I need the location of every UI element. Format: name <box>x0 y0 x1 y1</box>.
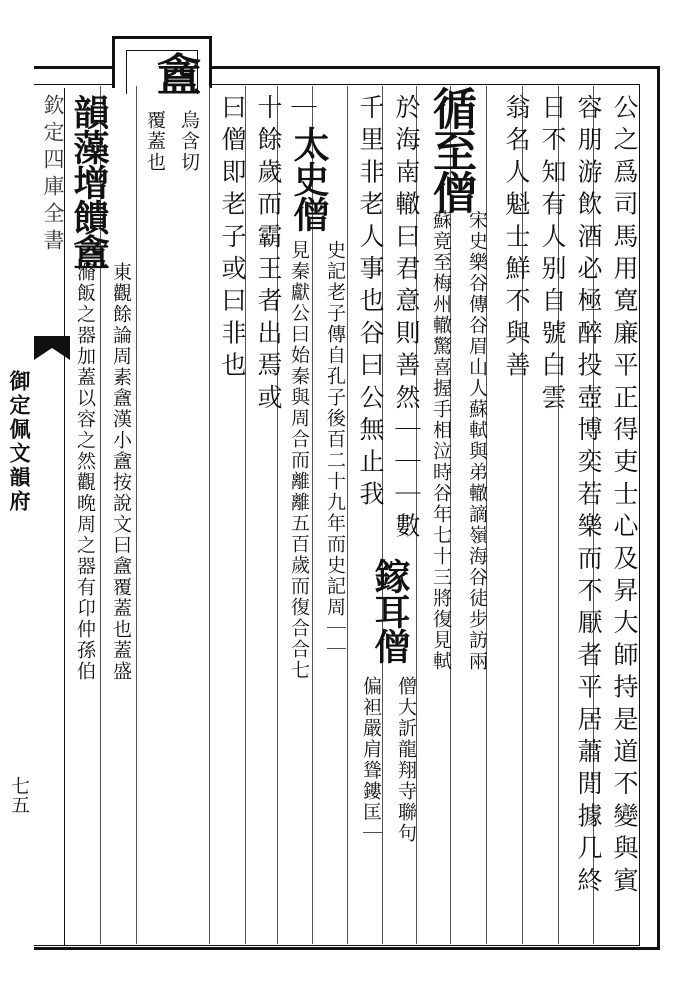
rhyme-pronunciation: 烏含切 <box>178 110 200 173</box>
book-title: 欽定四庫全書 <box>41 94 65 256</box>
text-column: 蘇竟至梅州轍驚喜握手相泣時谷年七十三將復見軾 <box>430 210 452 672</box>
entry-annotation: 宋史樂谷傳谷眉山人蘇軾與弟轍謫嶺海谷徒步訪兩 <box>466 210 488 672</box>
column-rule <box>136 86 137 944</box>
leaf-number: 七五 <box>8 776 30 814</box>
rhyme-heading: 盦 <box>149 52 200 94</box>
text-column: 千里非老人事也谷曰公無止我 <box>356 94 385 513</box>
spine-column <box>0 360 34 960</box>
text-column: 公之爲司馬用寛廉平正得吏士心及昇大師持是道不變與賓 <box>610 94 639 899</box>
column-rule <box>209 86 210 944</box>
text-column: 曰僧即老子或曰非也 <box>218 94 247 384</box>
entry-annotation: 史記老子傳自孔子後百二十九年而史記周｜｜ <box>324 240 346 660</box>
entry-headword: 循至僧 <box>425 86 476 212</box>
text-column: 容朋游飲酒必極醉投壺博奕若樂而不厭者平居蕭閒據几終 <box>574 94 603 899</box>
entry-headword: 韻藻增饋盦 <box>68 94 110 269</box>
entry-annotation: 偏袒嚴肩聳鏤匡｜ <box>360 676 382 844</box>
text-column: 於海南轍曰君意則善然｜｜｜數 <box>392 94 421 545</box>
fishtail-mark <box>34 336 70 360</box>
entry-prefix: ｜ <box>288 94 317 127</box>
margin-column <box>34 88 65 946</box>
entry-annotation: 僧大訢龍翔寺聯句 <box>395 676 417 844</box>
text-column: 日不知有人别自號白雲 <box>538 94 567 416</box>
text-column: 翁名人魁士鮮不與善 <box>502 94 531 384</box>
volume-title: 御定佩文韻府 <box>7 370 32 514</box>
entry-headword: 鎵耳僧 <box>369 558 411 663</box>
rhyme-gloss: 覆蓋也 <box>144 110 166 173</box>
entry-annotation: 東觀餘論周素盦漢小盦按說文曰盦覆蓋也蓋盛 <box>110 262 132 682</box>
entry-headword: 太史僧 <box>288 126 330 231</box>
text-column: 見秦獻公曰始秦與周合而離離五百歲而復合合七 <box>288 240 310 681</box>
text-column: 十餘歲而霸王者出焉或 <box>254 94 283 416</box>
text-column: 滫飯之器加蓋以容之然觀晚周之器有卬仲孫伯 <box>74 262 96 682</box>
